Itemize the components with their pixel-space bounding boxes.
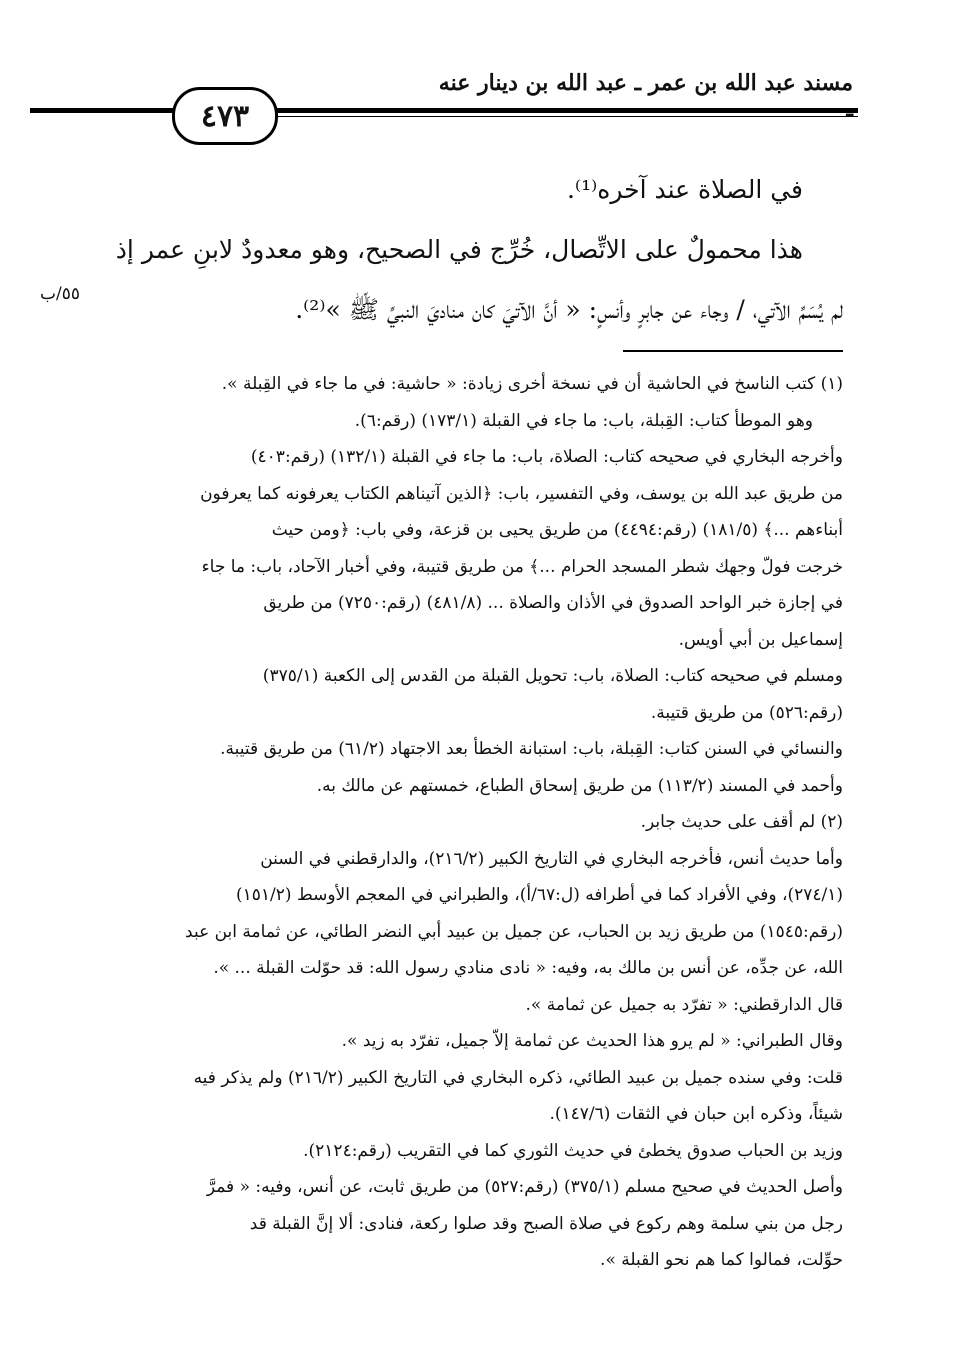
footnote-line: قلت: وفي سنده جميل بن عبيد الطائي، ذكره البخاري في التاريخ الكبير (٢١٦/٢) ولم يذكر فيه bbox=[193, 1067, 843, 1088]
running-header: مسند عبد الله بن عمر ـ عبد الله بن دينار عنه bbox=[438, 70, 853, 96]
footnote-line: شيئاً، وذكره ابن حبان في الثقات (١٤٧/٦). bbox=[549, 1104, 843, 1124]
main-text bbox=[110, 160, 843, 340]
page-number-badge: ٤٧٣ bbox=[172, 87, 278, 145]
footnote-line: وقال الطبراني: « لم يرو هذا الحديث عن ثمامة إلاّ جميل، تفرّد به زيد ». bbox=[341, 1031, 843, 1051]
footnote-line: وهو الموطأ كتاب: القِبلة، باب: ما جاء في القبلة (١٧٣/١) (رقم:٦). bbox=[354, 410, 813, 431]
footnote-line: الله، عن جدِّه، عن أنس بن مالك به، وفيه: « نادى منادي رسول الله: قد حوّلت القبلة ... ». bbox=[213, 958, 843, 978]
footnote-line: رجل من بني سلمة وهم ركوع في صلاة الصبح وقد صلوا ركعة، فنادى: ألا إنَّ القبلة قد bbox=[249, 1213, 843, 1234]
footnote-line: (رقم:٥٢٦) من طريق قتيبة. bbox=[650, 702, 843, 723]
footnote-line: وأخرجه البخاري في صحيحه كتاب: الصلاة، باب: ما جاء في القبلة (١٣٢/١) (رقم:٤٠٣) bbox=[250, 447, 843, 467]
footnote-separator bbox=[623, 350, 843, 352]
manuscript-folio-marker: ٥٥/ب bbox=[40, 284, 80, 304]
footnote-line: حوِّلت، فمالوا كما هم نحو القبلة ». bbox=[600, 1250, 843, 1270]
footnotes bbox=[95, 366, 843, 1279]
footnote-line: قال الدارقطني: « تفرّد به جميل عن ثمامة ». bbox=[525, 994, 843, 1015]
footnote-line: خرجت فولّ وجهك شطر المسجد الحرام ...﴾ من طريق قتيبة، وفي أخبار الآحاد، باب: ما جاء bbox=[201, 556, 843, 577]
footnote-line: من طريق عبد الله بن يوسف، وفي التفسير، باب: ﴿الذين آتيناهم الكتاب يعرفونه كما يعرفون bbox=[200, 483, 843, 504]
footnote-line: إسماعيل بن أبي أويس. bbox=[678, 629, 843, 650]
footnote-line: وزيد بن الحباب صدوق يخطئ في حديث الثوري كما في التقريب (رقم:٢١٢٤). bbox=[303, 1140, 843, 1161]
footnote-line: (٢) لم أقف على حديث جابر. bbox=[640, 812, 843, 832]
header-rule-thin bbox=[270, 116, 858, 117]
footnote-line: (٢٧٤/١)، وفي الأفراد كما في أطرافه (ل:٦٧/أ)، والطبراني في المعجم الأوسط (١٥١/٢) bbox=[236, 885, 843, 905]
footnote-line: في إجازة خبر الواحد الصدوق في الأذان والصلاة ... (٤٨١/٨) (رقم:٧٢٥٠) من طريق bbox=[263, 593, 843, 613]
footnote-line: (١) كتب الناسخ في الحاشية أن في نسخة أخرى زيادة: « حاشية: في ما جاء في القِبلة ». bbox=[221, 374, 843, 394]
footnote-line: (رقم:١٥٤٥) من طريق زيد بن الحباب، عن جميل بن عبيد أبي النضر الطائي، عن ثمامة ابن عبد bbox=[185, 921, 843, 942]
footnote-line: وأحمد في المسند (١١٣/٢) من طريق إسحاق الطباع، خمستهم عن مالك به. bbox=[316, 775, 843, 796]
footnote-line: والنسائي في السنن كتاب: القِبلة، باب: استبانة الخطأ بعد الاجتهاد (٦١/٢) من طريق قتيبة. bbox=[220, 739, 843, 759]
header-rule bbox=[30, 108, 858, 113]
footnote-line: وأما حديث أنس، فأخرجه البخاري في التاريخ الكبير (٢١٦/٢)، والدارقطني في السنن bbox=[260, 848, 843, 869]
footnote-line: وأصل الحديث في صحيح مسلم (٣٧٥/١) (رقم:٥٢٧) من طريق ثابت، عن أنس، وفيه: « فمرَّ bbox=[206, 1177, 843, 1197]
main-text-line: هذا محمولٌ على الاتِّصال، خُرِّج في الصحيح، وهو معدودٌ لابنِ عمر إذ bbox=[115, 235, 803, 264]
footnote-line: أبناءهم ...﴾ (١٨١/٥) (رقم:٤٤٩٤) من طريق يحيى بن قزعة، وفي باب: ﴿ومن حيث bbox=[271, 520, 843, 540]
footnote-line: ومسلم في صحيحه كتاب: الصلاة، باب: تحويل القبلة من القدس إلى الكعبة (٣٧٥/١) bbox=[262, 666, 843, 686]
main-text-line: في الصلاة عند آخره⁽¹⁾. bbox=[566, 175, 803, 204]
main-text-line: لم يُسَمِّ الآتي، / وجاء عن جابرٍ وأنسٍ: « أنَّ الآتيَ كان مناديَ النبيِّ ﷺ »⁽²⁾. bbox=[295, 295, 843, 324]
